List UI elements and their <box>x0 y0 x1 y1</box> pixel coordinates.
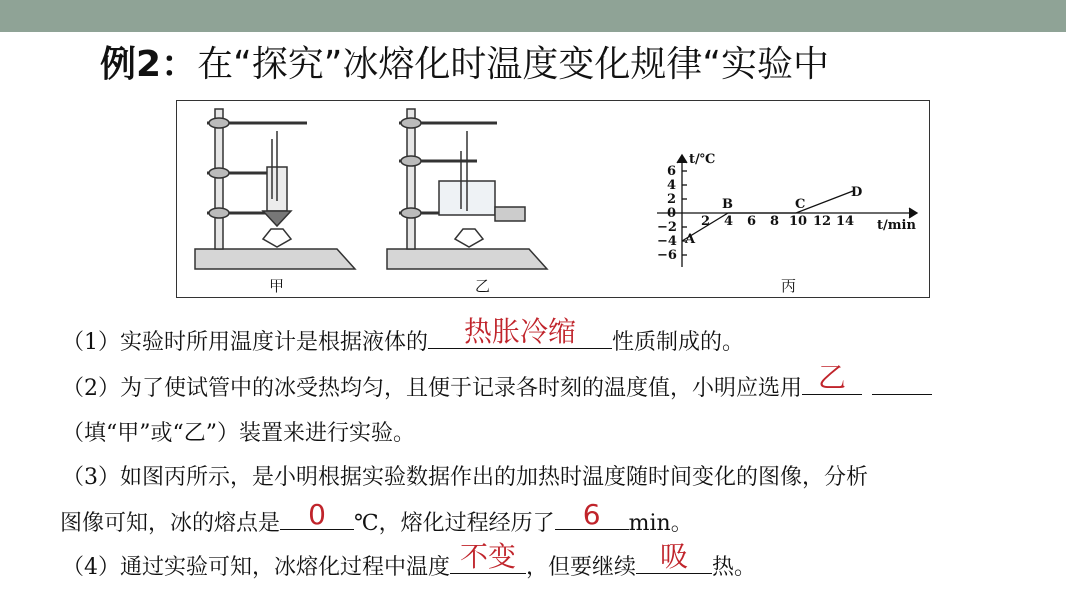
point-d: D <box>851 185 863 200</box>
slide-title <box>100 36 829 87</box>
q1-blank <box>428 315 612 349</box>
question-3-continued <box>60 498 693 537</box>
q3-text: （3）如图丙所示，是小明根据实验数据作出的加热时温度随时间变化的图像，分析 <box>62 465 868 490</box>
apparatus-yi <box>387 109 547 269</box>
q3b-suffix: min。 <box>628 511 693 536</box>
graph-x-label: t/min <box>877 218 916 233</box>
q3-blank-melting-point <box>280 498 354 531</box>
q3-answer-melting-point: 0 <box>308 498 326 531</box>
q4-blank-heat <box>636 540 712 574</box>
q4-suffix: 热。 <box>712 555 757 580</box>
apparatus-jia <box>195 109 355 269</box>
point-a: A <box>685 232 696 247</box>
y-tick-neg6: −6 <box>657 248 677 263</box>
q1-answer: 热胀冷缩 <box>463 315 576 348</box>
example-label: 例2： <box>100 44 198 85</box>
question-2-continued <box>62 416 415 447</box>
x-tick-4: 4 <box>724 214 734 229</box>
top-bar <box>0 0 1066 32</box>
q4-prefix: （4）通过实验可知，冰熔化过程中温度 <box>62 555 450 580</box>
label-bing: 丙 <box>781 277 797 295</box>
q2-prefix: （2）为了使试管中的冰受热均匀，且便于记录各时刻的温度值，小明应选用 <box>62 376 802 401</box>
x-tick-2: 2 <box>701 214 711 229</box>
title-text: 在“探究”冰熔化时温度变化规律“实验中 <box>197 44 830 85</box>
q4-mid: ，但要继续 <box>526 555 637 580</box>
q2-blank <box>802 361 862 395</box>
x-tick-6: 6 <box>747 214 757 229</box>
question-1 <box>62 315 745 356</box>
x-tick-12: 12 <box>813 214 832 229</box>
q1-suffix: 性质制成的。 <box>612 330 745 355</box>
y-tick-2: 2 <box>667 192 677 207</box>
y-tick-6: 6 <box>667 164 677 179</box>
point-c: C <box>795 197 806 212</box>
label-jia: 甲 <box>269 277 285 295</box>
y-tick-0: 0 <box>667 206 677 221</box>
q3-answer-duration: 6 <box>582 498 601 531</box>
q3-blank-duration <box>555 498 629 531</box>
q4-blank-temperature <box>450 540 526 574</box>
x-tick-8: 8 <box>770 214 780 229</box>
x-tick-10: 10 <box>789 214 808 229</box>
question-2 <box>62 361 932 402</box>
q4-answer-temperature: 不变 <box>459 540 516 573</box>
graph-y-label: t/℃ <box>689 152 716 167</box>
q4-answer-heat: 吸 <box>660 540 689 573</box>
graph-bing <box>657 155 917 267</box>
point-b: B <box>722 197 733 212</box>
q2b-text: （填“甲”或“乙”）装置来进行实验。 <box>62 421 415 446</box>
q3b-prefix: 图像可知，冰的熔点是 <box>60 511 281 536</box>
q2-blank-tail <box>872 370 932 395</box>
y-tick-4: 4 <box>667 178 677 193</box>
question-4 <box>62 540 757 581</box>
q2-answer: 乙 <box>817 361 846 394</box>
experiment-figure <box>176 100 930 298</box>
y-tick-neg2: −2 <box>657 220 677 235</box>
y-tick-neg4: −4 <box>657 234 677 249</box>
q3b-mid: ℃，熔化过程经历了 <box>354 511 555 536</box>
label-yi: 乙 <box>475 277 491 295</box>
question-3 <box>62 460 868 491</box>
figure-drawing <box>177 101 929 297</box>
x-tick-14: 14 <box>836 214 855 229</box>
q1-prefix: （1）实验时所用温度计是根据液体的 <box>62 330 428 355</box>
